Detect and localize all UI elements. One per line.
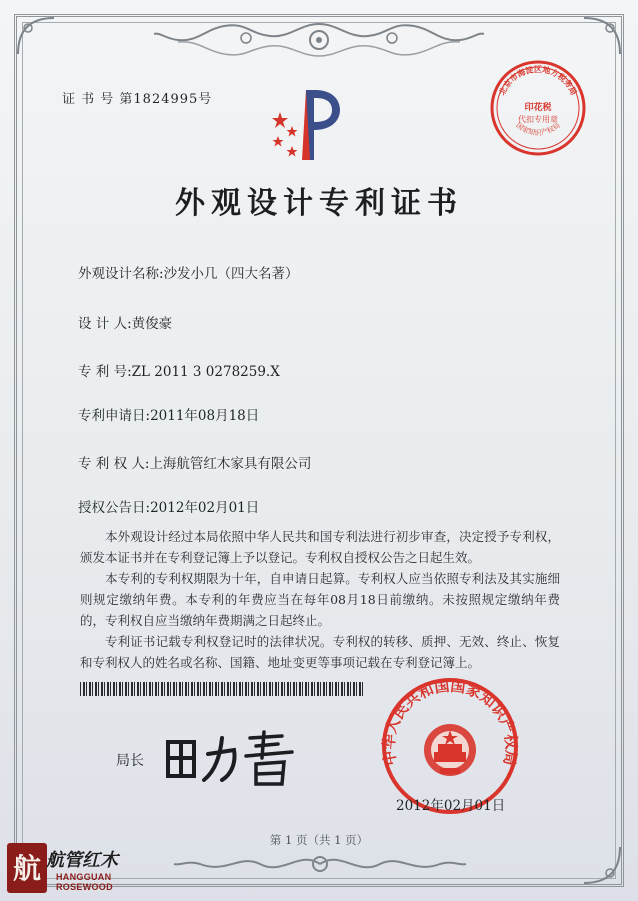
- svg-text:北京市海淀区地方税务局: [497, 64, 579, 97]
- body-paragraph-grant: 本外观设计经过本局依照中华人民共和国专利法进行初步审查，决定授予专利权，颁发本证书并在专利登记簿上予以登记。专利权自授权公告之日起生效。: [80, 529, 560, 565]
- director-signature: [160, 728, 300, 788]
- field-designer: [78, 312, 172, 332]
- field-label: 专利申请日:: [78, 408, 151, 424]
- field-value: 2011年08月18日: [150, 408, 260, 424]
- corner-ornament-br: [582, 845, 622, 885]
- hangguan-logo-icon: [6, 842, 48, 894]
- seal-top-ring-text: 北京市海淀区地方税务局: [497, 65, 579, 97]
- corner-ornament-tl: [16, 16, 56, 56]
- field-label: 专 利 号:: [78, 364, 132, 380]
- logo-script-text: 航管红木: [46, 850, 118, 871]
- hangguan-script-logo: [46, 846, 124, 872]
- field-label: 授权公告日:: [78, 500, 151, 516]
- field-value: 沙发小几（四大名著）: [163, 266, 299, 282]
- seal-top-mid-text: 印花税: [524, 103, 552, 113]
- seal-main-ring-text: 中华人民共和国国家知识产权局: [380, 676, 520, 767]
- body-paragraph-term: 本专利的专利权期限为十年，自申请日起算。专利权人应当依照专利法及其实施细则规定缴纳年费。本专利的年费应当在每年08月18日前缴纳。未按照规定缴纳年费的，专利权自应当缴纳年费期满之日起终止。: [80, 571, 560, 628]
- field-value: 上海航管红木家具有限公司: [149, 456, 312, 472]
- field-patentee: [78, 452, 311, 472]
- barcode: [80, 682, 364, 696]
- field-value: ZL 2011 3 0278259.X: [131, 364, 280, 380]
- issue-date: 2012年02月01日: [396, 798, 506, 814]
- seal-top-sub-text: 代扣专用章: [518, 115, 558, 124]
- top-ornament: [150, 18, 488, 62]
- page-number: 第 1 页（共 1 页）: [269, 833, 369, 847]
- field-patent-number: [78, 360, 280, 380]
- director-label: 局长: [116, 753, 144, 769]
- corner-ornament-tr: [582, 16, 622, 56]
- field-label: 设 计 人:: [78, 316, 132, 332]
- seal-top-bottom-text: 国家知识产权局: [514, 121, 562, 137]
- brand-line-1: HANGGUAN: [56, 872, 112, 882]
- field-label: 外观设计名称:: [78, 266, 164, 282]
- certificate-number: 证 书 号 第1824995号: [62, 92, 213, 107]
- patent-office-emblem: [266, 86, 344, 164]
- brand-line-2: ROSEWOOD: [56, 882, 113, 892]
- field-publication-date: [78, 496, 259, 516]
- field-value: 黄俊豪: [131, 316, 173, 332]
- certificate-body: [80, 526, 560, 673]
- body-paragraph-legal-status: 专利证书记载专利权登记时的法律状况。专利权的转移、质押、无效、终止、恢复和专利权人的姓名或名称、国籍、地址变更等事项记载在专利登记簿上。: [80, 634, 560, 670]
- national-emblem-icon: [424, 724, 476, 776]
- stamp-duty-seal: [488, 58, 588, 158]
- logo-mark-text: 航: [12, 852, 42, 885]
- field-design-name: [78, 262, 299, 282]
- field-application-date: [78, 404, 259, 424]
- field-label: 专 利 权 人:: [78, 456, 150, 472]
- field-value: 2012年02月01日: [150, 500, 260, 516]
- hangguan-brand-name: [56, 872, 113, 892]
- certificate-title: 外观设计专利证书: [175, 186, 463, 221]
- bottom-ornament: [170, 846, 470, 882]
